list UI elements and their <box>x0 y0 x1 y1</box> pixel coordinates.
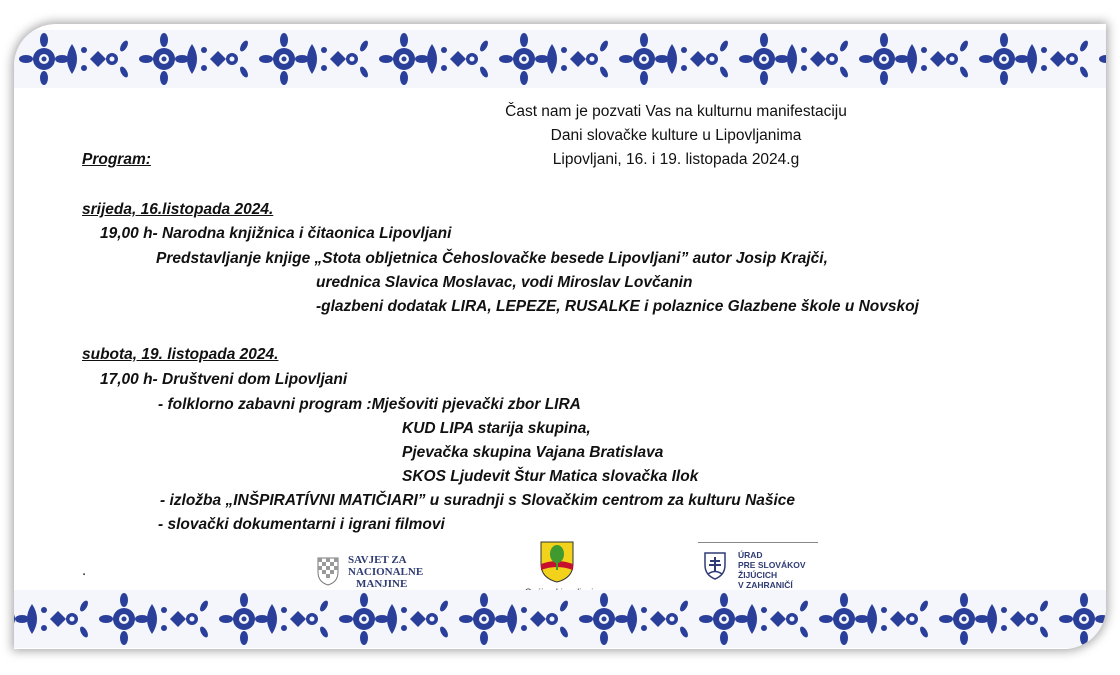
slovak-coat-of-arms-icon <box>704 552 726 580</box>
urad-line: ŽIJÚCICH <box>738 570 778 580</box>
urad-line: V ZAHRANIČÍ <box>738 580 793 590</box>
invitation-line: Čast nam je pozvati Vas na kulturnu manifestaciju <box>505 103 847 120</box>
day1-line: 19,00 h- Narodna knjižnica i čitaonica Lipovljani <box>100 225 452 242</box>
day2-line: KUD LIPA starija skupina, <box>402 420 591 437</box>
savjet-text: SAVJET ZA <box>348 554 407 566</box>
lipovljani-coat-of-arms-icon <box>539 540 575 584</box>
day2-line: - izložba „INŠPIRATÍVNI MATIČIARI” u suradnji s Slovačkim centrom za kulturu Našice <box>160 492 796 509</box>
day2-line: - folklorno zabavni program :Mješoviti pjevački zbor LIRA <box>158 396 581 413</box>
event-place-date: Lipovljani, 16. i 19. listopada 2024.g <box>552 151 800 168</box>
day1-date: srijeda, 16.listopada 2024. <box>82 201 274 218</box>
savjet-text: MANJINE <box>356 578 408 590</box>
day1-line: urednica Slavica Moslavac, vodi Miroslav Lovčanin <box>316 274 693 291</box>
savjet-logo <box>316 554 436 590</box>
stray-dot: . <box>82 562 87 579</box>
folk-ornament-bottom <box>14 590 1106 648</box>
day2-line: 17,00 h- Društveni dom Lipovljani <box>100 371 348 388</box>
day2-date: subota, 19. listopada 2024. <box>82 346 279 363</box>
day1-line: -glazbeni dodatak LIRA, LEPEZE, RUSALKE i polaznice Glazbene škole u Novskoj <box>316 298 919 315</box>
event-title: Dani slovačke kulture u Lipovljanima <box>550 127 802 144</box>
folk-ornament-top <box>14 30 1106 88</box>
croatian-coat-of-arms-icon <box>316 556 340 586</box>
day2-line: SKOS Ljudevit Štur Matica slovačka Ilok <box>402 468 699 485</box>
urad-line: PRE SLOVÁKOV <box>738 560 806 570</box>
savjet-text: NACIONALNE <box>348 566 424 578</box>
urad-line: ÚRAD <box>738 550 763 560</box>
day1-line: Predstavljanje knjige „Stota obljetnica Čehoslovačke besede Lipovljani” autor Josip Krajči, <box>156 250 828 267</box>
day2-line: Pjevačka skupina Vajana Bratislava <box>402 444 664 461</box>
program-label: Program: <box>82 151 151 168</box>
divider <box>698 542 818 543</box>
day2-line: - slovački dokumentarni i igrani filmovi <box>158 516 445 533</box>
invitation-card <box>14 24 1106 649</box>
urad-text <box>738 550 806 590</box>
